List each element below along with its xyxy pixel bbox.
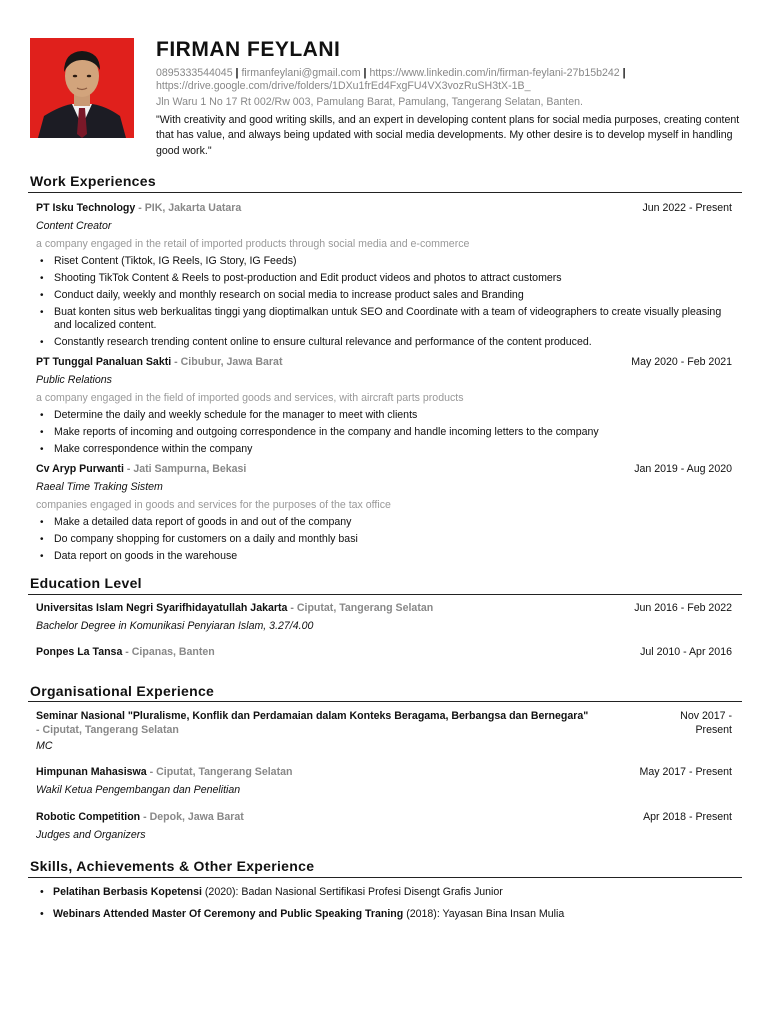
company-description: a company engaged in the field of imported goods and services, with aircraft parts products	[36, 391, 464, 404]
drive-link[interactable]: https://drive.google.com/drive/folders/1DXu1frEd4FxgFU4VX3vozRuSH3tX-1B_	[156, 80, 531, 92]
education-entry	[36, 646, 732, 660]
work-entry	[36, 356, 732, 456]
school-name: Ponpes La Tansa	[36, 646, 123, 658]
section-divider	[28, 594, 742, 595]
degree: Bachelor Degree in Komunikasi Penyiaran Islam, 3.27/4.00	[36, 619, 314, 632]
organisation-role: Judges and Organizers	[36, 828, 146, 841]
work-entry	[36, 463, 732, 563]
date-range: Jan 2019 - Aug 2020	[634, 463, 732, 475]
company-description: a company engaged in the retail of imported products through social media and e-commerce	[36, 237, 470, 250]
education-entry	[36, 602, 732, 634]
separator: |	[235, 67, 239, 79]
organisation-entry	[36, 710, 732, 753]
duties-list	[36, 255, 732, 349]
skill-detail: (2020): Badan Nasional Sertifikasi Profesi Disengt Grafis Junior	[201, 886, 503, 898]
list-item: • Riset Content (Tiktok, IG Reels, IG Story, IG Feeds)	[36, 255, 732, 268]
date-range: May 2017 - Present	[639, 766, 732, 778]
linkedin-link[interactable]: https://www.linkedin.com/in/firman-feylani-27b15b242	[369, 67, 620, 79]
address: Jln Waru 1 No 17 Rt 002/Rw 003, Pamulang Barat, Pamulang, Tangerang Selatan, Banten.	[156, 96, 583, 108]
work-entry	[36, 202, 732, 349]
section-divider	[28, 877, 742, 878]
company-location: - Jati Sampurna, Bekasi	[126, 463, 247, 475]
company-location: - PIK, Jakarta Uatara	[138, 202, 242, 214]
company-description: companies engaged in goods and services for the purposes of the tax office	[36, 498, 391, 511]
job-role: Content Creator	[36, 219, 112, 232]
section-title-education: Education Level	[30, 575, 142, 591]
list-item: • Buat konten situs web berkualitas tinggi yang dioptimalkan untuk SEO and Coordinate with a team of videographers to create visually pleasing and localized content.	[36, 306, 732, 332]
organisation-name: Seminar Nasional "Pluralisme, Konflik dan Perdamaian dalam Konteks Beragama, Berbangsa dan Bernegara"	[36, 710, 589, 722]
organisation-name: Himpunan Mahasiswa	[36, 766, 147, 778]
list-item	[36, 908, 736, 922]
organisation-role: MC	[36, 739, 53, 752]
candidate-name: FIRMAN FEYLANI	[156, 38, 341, 61]
separator: |	[363, 67, 367, 79]
organisation-location: - Depok, Jawa Barat	[143, 811, 244, 823]
section-title-work: Work Experiences	[30, 173, 156, 189]
school-location: - Cipanas, Banten	[125, 646, 215, 658]
list-item: • Make a detailed data report of goods in and out of the company	[36, 516, 732, 529]
contact-line	[156, 67, 741, 93]
list-item: • Determine the daily and weekly schedule for the manager to meet with clients	[36, 409, 732, 422]
skill-detail: (2018): Yayasan Bina Insan Mulia	[403, 907, 565, 920]
date-range: Jun 2022 - Present	[642, 202, 732, 214]
list-item: • Shooting TikTok Content & Reels to post-production and Edit product videos and photos to attract customers	[36, 272, 732, 285]
list-item: • Make reports of incoming and outgoing correspondence in the company and handle incoming letters to the company	[36, 426, 732, 439]
summary: "With creativity and good writing skills, and an expert in developing content plans for social media purposes, creating content that has value, and always being updated with social media developments. My other desire is to develop myself in handling good work."	[156, 113, 740, 157]
separator: |	[622, 67, 626, 79]
list-item: • Make correspondence within the company	[36, 443, 732, 456]
list-item: • Data report on goods in the warehouse	[36, 550, 732, 563]
school-location: - Ciputat, Tangerang Selatan	[290, 602, 434, 614]
organisation-role: Wakil Ketua Pengembangan dan Penelitian	[36, 783, 241, 796]
organisation-entry	[36, 766, 732, 798]
company-location: - Cibubur, Jawa Barat	[174, 356, 283, 368]
list-item	[36, 886, 736, 900]
section-divider	[28, 192, 742, 193]
phone-number[interactable]: 0895333544045	[156, 67, 233, 79]
skill-name: Webinars Attended Master Of Ceremony and Public Speaking Traning	[53, 907, 404, 920]
section-title-organisation: Organisational Experience	[30, 683, 215, 699]
list-item: • Do company shopping for customers on a daily and monthly basi	[36, 533, 732, 546]
company-name: Cv Aryp Purwanti	[36, 463, 124, 475]
date-range: Jul 2010 - Apr 2016	[640, 646, 732, 658]
skill-name: Pelatihan Berbasis Kopetensi	[53, 886, 202, 898]
job-role: Raeal Time Traking Sistem	[36, 480, 163, 493]
job-role: Public Relations	[36, 373, 112, 386]
section-divider	[28, 701, 742, 702]
date-range: Nov 2017 - Present	[680, 710, 732, 736]
section-title-skills: Skills, Achievements & Other Experience	[30, 858, 315, 874]
duties-list	[36, 409, 732, 456]
organisation-location: - Ciputat, Tangerang Selatan	[149, 766, 293, 778]
company-name: PT Isku Technology	[36, 202, 136, 214]
duties-list	[36, 516, 732, 563]
organisation-name: Robotic Competition	[36, 811, 141, 823]
organisation-entry	[36, 811, 732, 843]
profile-photo	[30, 38, 134, 138]
list-item: • Conduct daily, weekly and monthly research on social media to increase product sales and Branding	[36, 289, 732, 302]
date-range: Jun 2016 - Feb 2022	[634, 602, 732, 614]
skills-list	[36, 886, 736, 930]
date-range: Apr 2018 - Present	[643, 811, 732, 823]
school-name: Universitas Islam Negri Syarifhidayatullah Jakarta	[36, 602, 288, 614]
list-item: • Constantly research trending content online to ensure cultural relevance and performance of the content produced.	[36, 336, 732, 349]
organisation-location: - Ciputat, Tangerang Selatan	[36, 723, 179, 736]
date-range: May 2020 - Feb 2021	[631, 356, 732, 368]
email-link[interactable]: firmanfeylani@gmail.com	[241, 67, 361, 79]
resume-header	[30, 38, 740, 158]
company-name: PT Tunggal Panaluan Sakti	[36, 356, 172, 368]
